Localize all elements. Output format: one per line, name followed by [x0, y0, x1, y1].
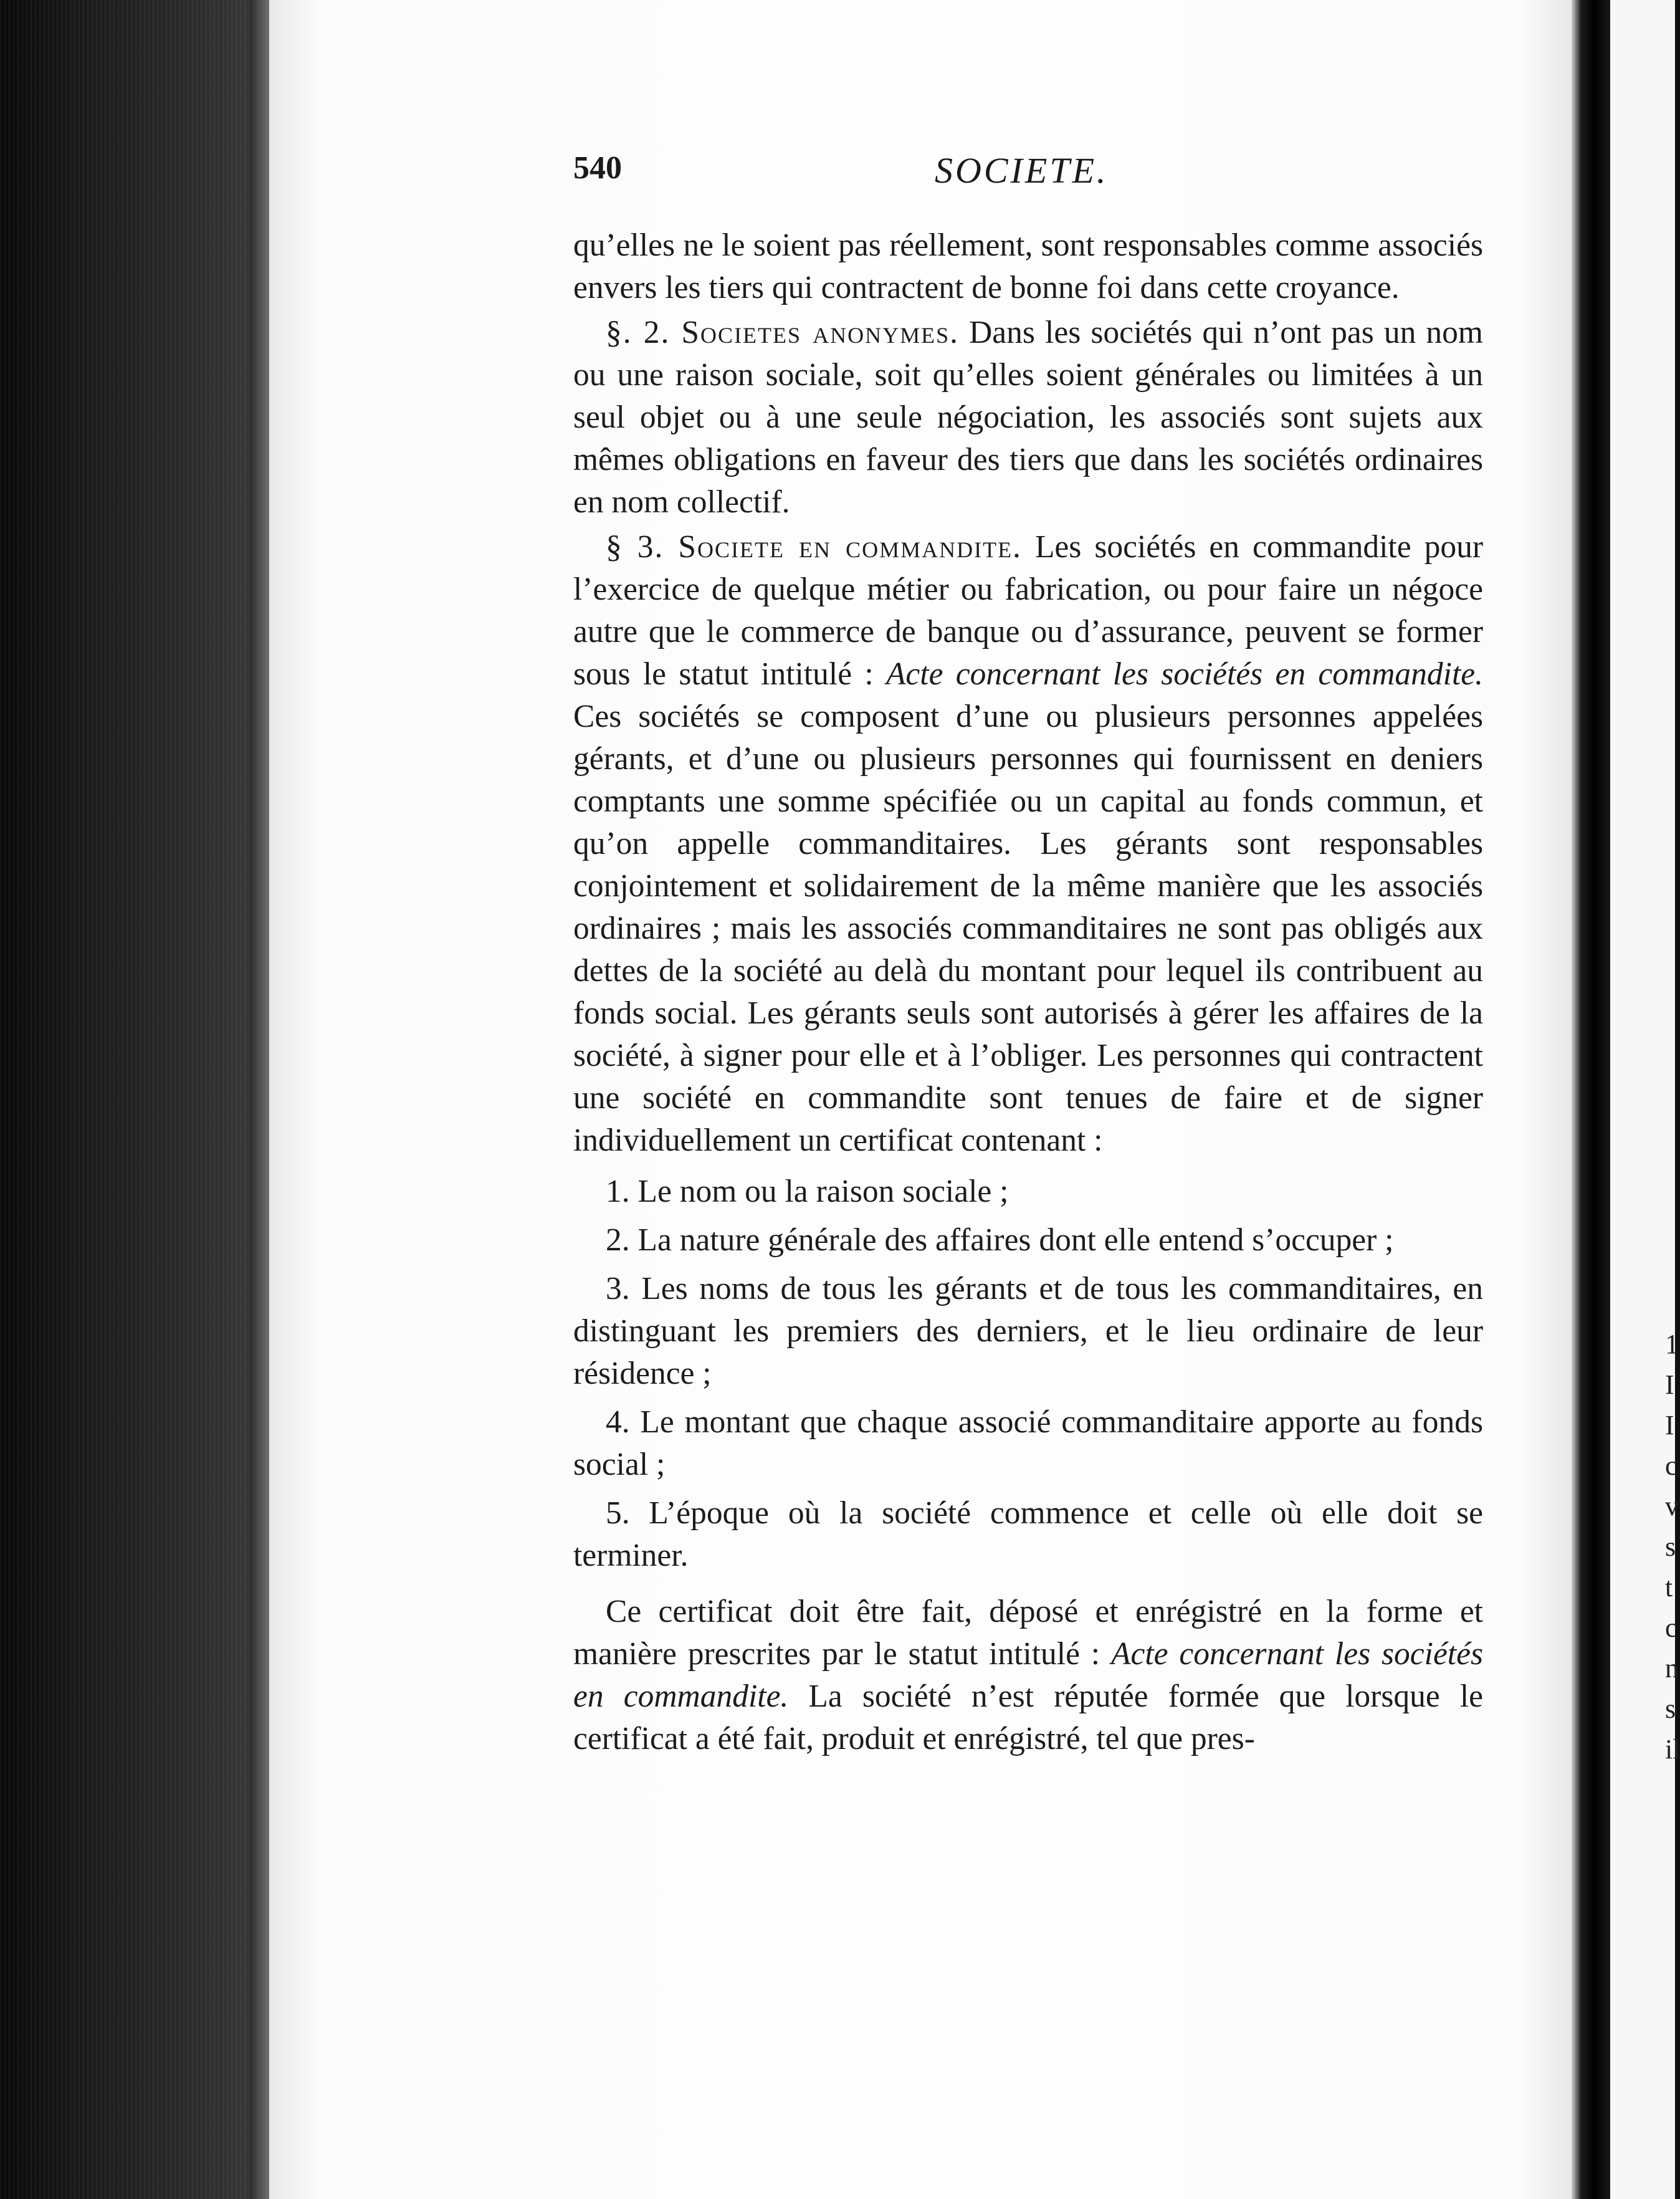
paragraph-continuation: qu’elles ne le soient pas réellement, sont responsables comme associés envers les tiers qui contractent de bonne foi dans cette croyance.: [573, 228, 1483, 305]
paragraph-text: Ces sociétés se composent d’une ou plusieurs personnes appelées gérants, et d’une ou plusieurs personnes qui fournissent en deniers comptants une somme spécifiée ou un capital au fonds commun, et qu’on appelle commanditaires. Les gérants sont responsables conjointement et solidairement de la même manière que les associés ordinaires ; mais les associés commanditaires ne sont pas obligés aux dettes de la société au delà du montant pour lequel ils contribuent au fonds social. Les gérants seuls sont autorisés à gérer les affaires de la société, à signer pour elle et à l’obliger. Les personnes qui contractent une société en commandite sont tenues de faire et de signer individuellement un certificat contenant :: [573, 699, 1483, 1158]
paragraph-text: Les sociétés en commandite pour l’exercice de quelque métier ou fabrication, ou pour faire un négoce autre que le commerce de banque ou d’assurance, peuvent se former sous le statut intitulé :: [573, 529, 1483, 692]
list-item: 3. Les noms de tous les gérants et de tous les commanditaires, en distinguant les premiers des derniers, et le lieu ordinaire de leur résidence ;: [573, 1271, 1483, 1391]
list-item: 1. Le nom ou la raison sociale ;: [606, 1174, 1009, 1209]
paragraph-certificat: [573, 1591, 1483, 1760]
next-page-fragment: 1: [1665, 1329, 1679, 1359]
book-page-edge: [0, 0, 268, 2199]
page-body: [573, 224, 1483, 1763]
statute-title: Acte concernant les sociétés en commandite.: [573, 1636, 1484, 1714]
paragraph-text: Dans les sociétés qui n’ont pas un nom ou une raison sociale, soit qu’elles soient générales ou limitées à un seul objet ou à une seule négociation, les associés sont sujets aux mêmes obligations en faveur des tiers que dans les sociétés ordinaires en nom collectif.: [573, 315, 1483, 520]
next-page-fragment: s: [1665, 1531, 1676, 1562]
next-page-fragment: t: [1665, 1572, 1673, 1603]
list-item: 2. La nature générale des affaires dont elle entend s’occuper ;: [606, 1222, 1394, 1258]
next-page-fragment: c: [1665, 1450, 1678, 1481]
statute-title: Acte concernant les sociétés en commandite.: [885, 656, 1483, 692]
next-page-fragment: s: [1665, 1694, 1676, 1724]
paragraph-text: La société n’est réputée formée que lorsque le certificat a été fait, produit et enrégistré, tel que pres-: [573, 1679, 1484, 1756]
section-heading: §. 2. Societes anonymes.: [606, 315, 960, 350]
paragraph-text: Ce certificat doit être fait, déposé et enrégistré en la forme et manière prescrites par le statut intitulé :: [573, 1594, 1483, 1672]
section-heading: § 3. Societe en commandite.: [606, 529, 1022, 565]
paragraph-societe-en-commandite: [573, 526, 1483, 1162]
list-item: 4. Le montant que chaque associé commanditaire apporte au fonds social ;: [573, 1404, 1483, 1482]
next-page-fragment: I: [1665, 1410, 1674, 1440]
next-page-edge: [1610, 0, 1680, 2199]
next-page-fragment: n: [1665, 1653, 1679, 1684]
next-page-fragment: v: [1665, 1491, 1679, 1521]
list-item: 5. L’époque où la société commence et celle où elle doit se terminer.: [573, 1495, 1483, 1573]
page-number: 540: [573, 150, 622, 186]
paragraph-societes-anonymes: [573, 312, 1483, 524]
next-page-fragment: c: [1665, 1612, 1678, 1643]
next-page-fragment: I: [1665, 1369, 1674, 1400]
next-page-fragment: il: [1665, 1734, 1680, 1765]
running-title: SOCIETE.: [935, 150, 1109, 191]
right-gutter: [1572, 0, 1610, 2199]
